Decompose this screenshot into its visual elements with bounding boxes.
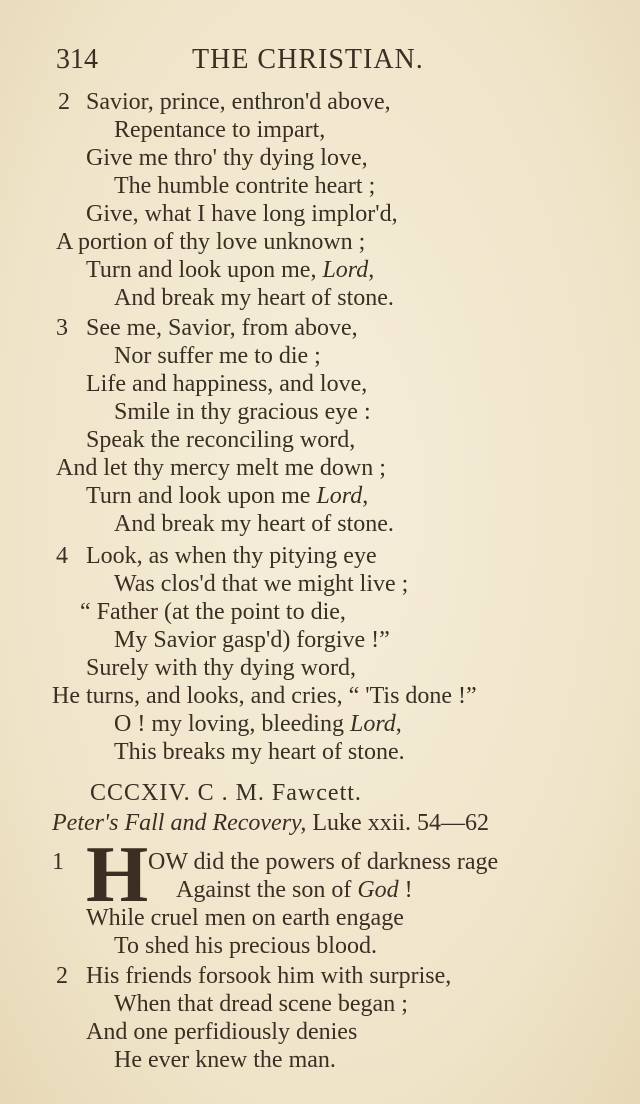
verse-line: Give me thro' thy dying love, xyxy=(86,145,368,171)
stanza-number: 3 xyxy=(56,315,68,341)
verse-line: OW did the powers of darkness rage xyxy=(148,849,499,875)
hymn-title: CCCXIV. C . M. Fawcett. xyxy=(90,780,362,806)
running-head: THE CHRISTIAN. xyxy=(192,44,424,75)
verse-line: Turn and look upon me, Lord, xyxy=(86,257,375,283)
hymn-subtitle-reference: Luke xxii. 54—62 xyxy=(306,810,490,836)
hymn-subtitle-title: Peter's Fall and Recovery, xyxy=(52,810,307,836)
verse-line: Smile in thy gracious eye : xyxy=(114,399,371,425)
verse-line: Life and happiness, and love, xyxy=(86,371,368,397)
verse-line: Against the son of God ! xyxy=(176,877,413,903)
verse-line: His friends forsook him with surprise, xyxy=(86,963,452,989)
verse-line: See me, Savior, from above, xyxy=(86,315,358,341)
verse-line: Speak the reconciling word, xyxy=(86,427,356,453)
verse-line: Give, what I have long implor'd, xyxy=(86,201,398,227)
verse-line: And let thy mercy melt me down ; xyxy=(56,455,386,481)
verse-line: Repentance to impart, xyxy=(114,117,326,143)
verse-line: And break my heart of stone. xyxy=(114,511,394,537)
verse-line: To shed his precious blood. xyxy=(114,933,377,959)
verse-line: This breaks my heart of stone. xyxy=(114,739,405,765)
verse-line: Nor suffer me to die ; xyxy=(114,343,321,369)
stanza-number: 4 xyxy=(56,543,68,569)
verse-line: A portion of thy love unknown ; xyxy=(56,229,366,255)
verse-line: And one perfidiously denies xyxy=(86,1019,358,1045)
verse-line: Savior, prince, enthron'd above, xyxy=(86,89,391,115)
verse-line: The humble contrite heart ; xyxy=(114,173,376,199)
drop-cap: H xyxy=(86,831,147,919)
verse-line: “ Father (at the point to die, xyxy=(80,599,346,625)
verse-line: My Savior gasp'd) forgive !” xyxy=(114,627,390,653)
verse-line: O ! my loving, bleeding Lord, xyxy=(114,711,402,737)
verse-line: While cruel men on earth engage xyxy=(86,905,404,931)
stanza-number: 2 xyxy=(58,89,70,115)
page-number: 314 xyxy=(56,44,98,75)
verse-line: Look, as when thy pitying eye xyxy=(86,543,377,569)
verse-line: He ever knew the man. xyxy=(114,1047,336,1073)
stanza-number: 2 xyxy=(56,963,68,989)
verse-line: Was clos'd that we might live ; xyxy=(114,571,409,597)
verse-line: Surely with thy dying word, xyxy=(86,655,356,681)
stanza-number: 1 xyxy=(52,849,64,875)
page-header xyxy=(52,44,592,84)
verse-line: And break my heart of stone. xyxy=(114,285,394,311)
verse-line: When that dread scene began ; xyxy=(114,991,408,1017)
verse-line: He turns, and looks, and cries, “ 'Tis done !” xyxy=(52,683,477,709)
verse-line: Turn and look upon me Lord, xyxy=(86,483,369,509)
